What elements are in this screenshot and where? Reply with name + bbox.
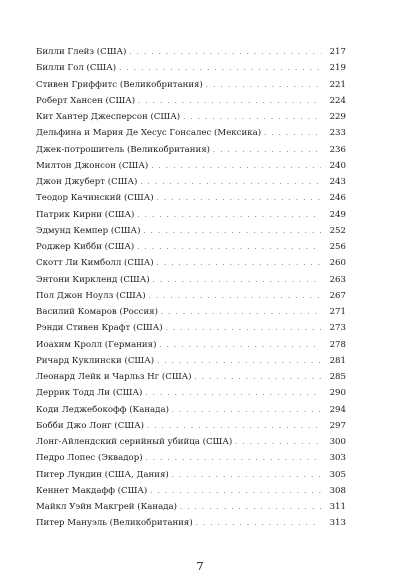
dot-leader — [161, 304, 321, 320]
toc-entry — [36, 320, 346, 336]
toc-entry — [36, 207, 346, 223]
page-number: 7 — [196, 559, 204, 573]
toc-entry — [36, 158, 346, 174]
toc-entry-page: 311 — [329, 502, 346, 512]
toc-entry — [36, 44, 346, 60]
toc-entry-title: Билли Глейз (США) — [36, 47, 127, 57]
toc-entry-page: 305 — [329, 469, 346, 480]
toc-entry-page: 267 — [329, 290, 346, 301]
toc-entry-page: 263 — [329, 274, 346, 285]
dot-leader — [149, 288, 321, 304]
toc-entry-page: 221 — [329, 79, 346, 90]
dot-leader — [146, 450, 321, 466]
dot-leader — [140, 174, 321, 190]
dot-leader — [150, 483, 321, 499]
toc-entry-title: Лонг-Айлендский серийный убийца (США) — [36, 437, 233, 447]
toc-entry-page: 281 — [329, 355, 346, 366]
dot-leader — [119, 60, 321, 76]
toc-entry — [36, 369, 346, 385]
dot-leader — [151, 158, 321, 174]
toc-entry-title: Иоахим Кролл (Германия) — [36, 339, 157, 350]
dot-leader — [137, 207, 321, 223]
dot-leader — [172, 402, 321, 418]
toc-entry — [36, 223, 346, 239]
toc-entry — [36, 467, 346, 483]
dot-leader — [129, 44, 321, 60]
toc-entry — [36, 77, 346, 93]
toc-entry-title: Энтони Киркленд (США) — [36, 274, 150, 285]
dot-leader — [183, 109, 321, 125]
toc-entry-title: Ричард Куклински (США) — [36, 355, 155, 366]
toc-entry-title: Пол Джон Ноулз (США) — [36, 290, 146, 301]
toc-entry — [36, 418, 346, 434]
toc-entry-page: 217 — [329, 47, 346, 57]
toc-entry-page: 233 — [329, 128, 346, 139]
toc-entry — [36, 190, 346, 206]
toc-entry-title: Джек-потрошитель (Великобритания) — [36, 144, 211, 155]
toc-entry-title: Майкл Уэйн Макгрей (Канада) — [36, 502, 178, 512]
dot-leader — [166, 320, 321, 336]
dot-leader — [137, 239, 321, 255]
toc-entry — [36, 515, 346, 531]
toc-entry — [36, 125, 346, 141]
toc-entry-title: Коди Леджебокофф (Канада) — [36, 404, 169, 415]
toc-entry — [36, 239, 346, 255]
toc-entry-page: 246 — [329, 193, 346, 204]
dot-leader — [159, 337, 321, 353]
toc-entry — [36, 174, 346, 190]
toc-entry-page: 294 — [329, 404, 346, 415]
toc-entry-page: 290 — [329, 388, 346, 399]
toc-entry-page: 236 — [329, 144, 346, 155]
toc-entry-title: Деррик Тодд Ли (США) — [36, 388, 143, 399]
toc-entry-title: Эдмунд Кемпер (США) — [36, 225, 141, 236]
toc-entry-title: Кеннет Макдафф (США) — [36, 485, 148, 496]
toc-entry-title: Кит Хантер Джесперсон (США) — [36, 112, 181, 122]
toc-entry-title: Леонард Лейк и Чарльз Нг (США) — [36, 372, 192, 382]
toc-entry-page: 285 — [329, 372, 346, 382]
dot-leader — [180, 499, 321, 515]
toc-entry-title: Милтон Джонсон (США) — [36, 160, 149, 171]
dot-leader — [157, 190, 321, 206]
toc-entry — [36, 288, 346, 304]
toc-entry — [36, 337, 346, 353]
toc-entry — [36, 402, 346, 418]
toc-entry-page: 313 — [329, 518, 346, 529]
dot-leader — [138, 93, 321, 109]
toc-entry — [36, 142, 346, 158]
dot-leader — [143, 223, 321, 239]
toc-entry-page: 256 — [329, 242, 346, 252]
dot-leader — [147, 418, 321, 434]
toc-entry-title: Теодор Качинский (США) — [36, 193, 154, 204]
dot-leader — [172, 467, 321, 483]
toc-entry-page: 300 — [329, 437, 346, 447]
toc-entry-title: Питер Лундин (США, Дания) — [36, 469, 169, 480]
toc-entry-page: 219 — [329, 63, 346, 74]
toc-entry-title: Питер Мануэль (Великобритания) — [36, 518, 193, 529]
toc-entry-page: 224 — [329, 95, 346, 106]
toc-entry-title: Рэнди Стивен Крафт (США) — [36, 323, 163, 334]
dot-leader — [264, 125, 321, 141]
dot-leader — [145, 385, 321, 401]
toc-entry — [36, 255, 346, 271]
toc-entry-page: 243 — [329, 177, 346, 187]
toc-entry-page: 278 — [329, 339, 346, 350]
toc-entry — [36, 60, 346, 76]
toc-entry-title: Скотт Ли Кимболл (США) — [36, 258, 154, 269]
dot-leader — [213, 142, 321, 158]
table-of-contents — [36, 44, 346, 532]
toc-entry-page: 229 — [329, 112, 346, 122]
toc-entry-title: Педро Лопес (Эквадор) — [36, 453, 143, 464]
toc-entry — [36, 434, 346, 450]
dot-leader — [195, 369, 321, 385]
toc-entry-page: 240 — [329, 160, 346, 171]
dot-leader — [153, 272, 321, 288]
dot-leader — [206, 77, 321, 93]
toc-entry-title: Патрик Кирни (США) — [36, 209, 135, 220]
toc-entry-page: 260 — [329, 258, 346, 269]
toc-entry-title: Джон Джуберт (США) — [36, 177, 138, 187]
toc-entry — [36, 385, 346, 401]
toc-entry — [36, 272, 346, 288]
dot-leader — [196, 515, 321, 531]
toc-entry-title: Роберт Хансен (США) — [36, 95, 136, 106]
dot-leader — [235, 434, 321, 450]
toc-entry-page: 308 — [329, 485, 346, 496]
toc-entry-title: Стивен Гриффитс (Великобритания) — [36, 79, 203, 90]
toc-entry-title: Бобби Джо Лонг (США) — [36, 420, 144, 431]
toc-entry-title: Роджер Кибби (США) — [36, 242, 135, 252]
toc-entry-title: Василий Комаров (Россия) — [36, 307, 158, 317]
toc-entry — [36, 93, 346, 109]
toc-entry — [36, 353, 346, 369]
toc-entry — [36, 450, 346, 466]
toc-entry — [36, 499, 346, 515]
toc-entry — [36, 483, 346, 499]
toc-entry-page: 303 — [329, 453, 346, 464]
toc-entry-page: 252 — [329, 225, 346, 236]
dot-leader — [157, 255, 321, 271]
toc-entry — [36, 304, 346, 320]
toc-entry — [36, 109, 346, 125]
toc-entry-page: 297 — [329, 420, 346, 431]
toc-entry-title: Билли Гол (США) — [36, 63, 117, 74]
toc-entry-page: 273 — [329, 323, 346, 334]
toc-entry-page: 271 — [329, 307, 346, 317]
dot-leader — [157, 353, 321, 369]
toc-entry-title: Дельфина и Мария Де Хесус Гонсалес (Мексика) — [36, 128, 262, 139]
toc-entry-page: 249 — [329, 209, 346, 220]
